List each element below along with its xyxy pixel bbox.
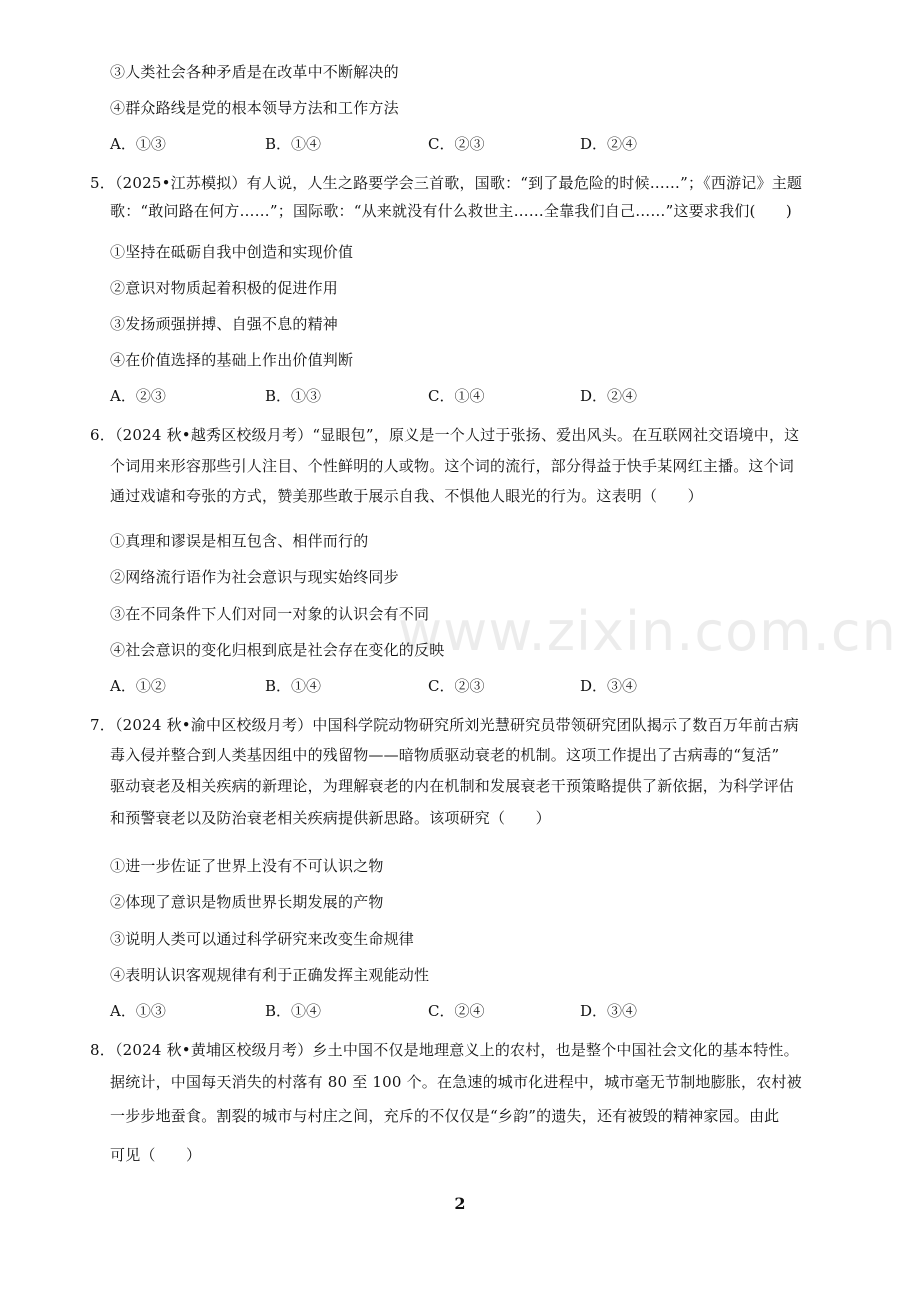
text-line-q5-s1: ①坚持在砥砺自我中创造和实现价值 — [110, 243, 354, 261]
text-line-q6-s4: ④社会意识的变化归根到底是社会存在变化的反映 — [110, 641, 445, 659]
text-line-q7-l4: 和预警衰老以及防治衰老相关疾病提供新思路。该项研究（ ） — [110, 809, 551, 827]
watermark: www.zixin.com.cn — [398, 600, 897, 663]
option-q7-b: B．①④ — [265, 1002, 322, 1020]
text-line-q6-l3: 通过戏谑和夸张的方式，赞美那些敢于展示自我、不惧他人眼光的行为。这表明（ ） — [110, 487, 703, 505]
text-line-q5-l1: 5．（2025•江苏模拟）有人说，人生之路要学会三首歌，国歌：“到了最危险的时候……”；《西游记》主题 — [90, 174, 803, 192]
text-line-q7-s3: ③说明人类可以通过科学研究来改变生命规律 — [110, 930, 415, 948]
text-line-q7-l2: 毒入侵并整合到人类基因组中的残留物——暗物质驱动衰老的机制。这项工作提出了古病毒的“复活” — [110, 746, 780, 764]
text-line-q7-s1: ①进一步佐证了世界上没有不可认识之物 — [110, 857, 384, 875]
text-line-q8-l2: 据统计，中国每天消失的村落有 80 至 100 个。在急速的城市化进程中，城市毫无节制地膨胀，农村被 — [110, 1073, 802, 1091]
option-q4-a: A．①③ — [110, 135, 166, 153]
page-number: 2 — [454, 1194, 466, 1213]
option-q6-b: B．①④ — [265, 677, 322, 695]
option-q5-a: A．②③ — [110, 387, 166, 405]
text-line-q4-s4: ④群众路线是党的根本领导方法和工作方法 — [110, 99, 399, 117]
text-line-q8-l3: 一步步地蚕食。割裂的城市与村庄之间，充斥的不仅仅是“乡韵”的遗失，还有被毁的精神家园。由此 — [110, 1107, 780, 1125]
text-line-q5-l2: 歌：“敢问路在何方……”；国际歌：“从来就没有什么救世主……全靠我们自己……”这要求我们( ) — [110, 202, 792, 220]
text-line-q7-s2: ②体现了意识是物质世界长期发展的产物 — [110, 893, 384, 911]
text-line-q7-l1: 7．（2024 秋•渝中区校级月考）中国科学院动物研究所刘光慧研究员带领研究团队揭示了数百万年前古病 — [90, 716, 799, 734]
text-line-q7-l3: 驱动衰老及相关疾病的新理论，为理解衰老的内在机制和发展衰老干预策略提供了新依据，为科学评估 — [110, 777, 795, 795]
option-q7-d: D．③④ — [580, 1002, 638, 1020]
option-q5-b: B．①③ — [265, 387, 322, 405]
text-line-q6-s3: ③在不同条件下人们对同一对象的认识会有不同 — [110, 605, 430, 623]
text-line-q8-l1: 8．（2024 秋•黄埔区校级月考）乡土中国不仅是地理意义上的农村，也是整个中国社会文化的基本特性。 — [90, 1041, 799, 1059]
text-line-q6-l1: 6．（2024 秋•越秀区校级月考）“显眼包”，原义是一个人过于张扬、爱出风头。在互联网社交语境中，这 — [90, 426, 800, 444]
option-q4-d: D．②④ — [580, 135, 638, 153]
option-q7-a: A．①③ — [110, 1002, 166, 1020]
option-q7-c: C．②④ — [428, 1002, 485, 1020]
text-line-q6-s2: ②网络流行语作为社会意识与现实始终同步 — [110, 568, 399, 586]
text-line-q5-s4: ④在价值选择的基础上作出价值判断 — [110, 351, 354, 369]
text-line-q4-s3: ③人类社会各种矛盾是在改革中不断解决的 — [110, 63, 399, 81]
option-q5-d: D．②④ — [580, 387, 638, 405]
option-q6-d: D．③④ — [580, 677, 638, 695]
text-line-q5-s2: ②意识对物质起着积极的促进作用 — [110, 279, 339, 297]
text-line-q7-s4: ④表明认识客观规律有利于正确发挥主观能动性 — [110, 966, 430, 984]
text-line-q8-l4: 可见（ ） — [110, 1146, 202, 1164]
text-line-q5-s3: ③发扬顽强拼搏、自强不息的精神 — [110, 315, 339, 333]
text-line-q6-s1: ①真理和谬误是相互包含、相伴而行的 — [110, 532, 369, 550]
text-line-q6-l2: 个词用来形容那些引人注目、个性鲜明的人或物。这个词的流行，部分得益于快手某网红主播。这个词 — [110, 457, 795, 475]
option-q4-c: C．②③ — [428, 135, 485, 153]
option-q5-c: C．①④ — [428, 387, 485, 405]
option-q4-b: B．①④ — [265, 135, 322, 153]
option-q6-a: A．①② — [110, 677, 166, 695]
option-q6-c: C．②③ — [428, 677, 485, 695]
